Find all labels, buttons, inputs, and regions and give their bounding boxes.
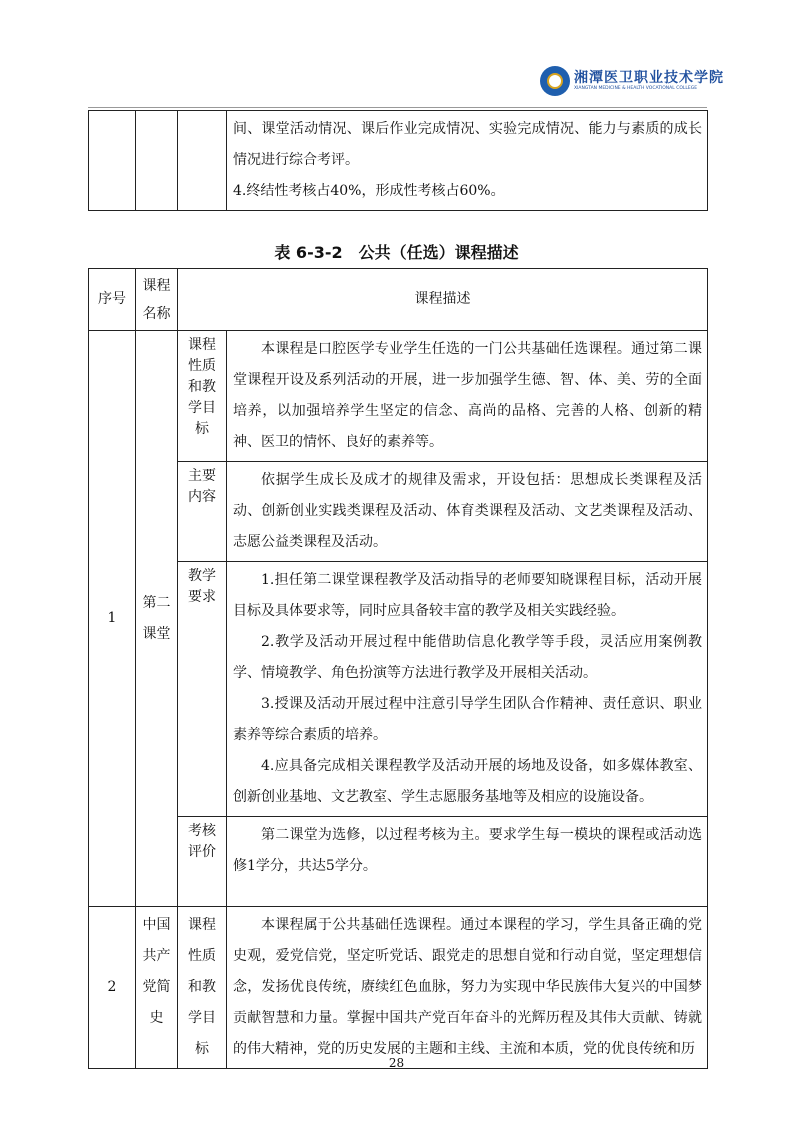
section-text: 本课程是口腔医学专业学生任选的一门公共基础任选课程。通过第二课堂课程开设及系列活动的开展，进一步加强学生德、智、体、美、劳的全面培养，以加强培养学生坚定的信念、高尚的品格、完善的人格、创新的精神、医卫的情怀、良好的素养等。	[233, 341, 702, 450]
section-text: 4.应具备完成相关课程教学及活动开展的场地及设备，如多媒体教室、创新创业基地、文艺教室、学生志愿服务基地等及相应的设施设备。	[233, 758, 702, 805]
section-text: 本课程属于公共基础任选课程。通过本课程的学习，学生具备正确的党史观，爱党信党，坚定听党话、跟党走的思想自觉和行动自觉，坚定理想信念，发扬优良传统，赓续红色血脉，努力为实现中华民族伟大复兴的中国梦贡献智慧和力量。掌握中国共产党百年奋斗的光辉历程及其伟大贡献、铸就的伟大精神，党的历史发展的主题和主线、主流和本质，党的优良传统和历	[233, 917, 702, 1057]
section-text: 第二课堂为选修，以过程考核为主。要求学生每一模块的课程或活动选修1学分，共达5学分。	[233, 827, 702, 874]
course-description-table	[88, 268, 708, 1069]
header-name: 课程名称	[136, 269, 178, 331]
table-text: 间、课堂活动情况、课后作业完成情况、实验完成情况、能力与素质的成长情况进行综合考评。	[233, 121, 702, 168]
section-label: 考核评价	[178, 817, 227, 907]
logo-chinese-name: 湘潭医卫职业技术学院	[574, 70, 724, 86]
table-title: 表 6-3-2 公共（任选）课程描述	[274, 243, 519, 262]
section-label: 课程性质和教学目标	[178, 331, 227, 462]
header-desc: 课程描述	[178, 269, 708, 331]
section-text: 2.教学及活动开展过程中能借助信息化教学等手段，灵活应用案例教学、情境教学、角色扮演等方法进行教学及开展相关活动。	[233, 634, 702, 681]
page-number: 28	[388, 1056, 405, 1070]
section-text: 1.担任第二课堂课程教学及活动指导的老师要知晓课程目标，活动开展目标及具体要求等，同时应具备较丰富的教学及相关实践经验。	[233, 572, 702, 619]
logo-english-name: XIANGTAN MEDICINE & HEALTH VOCATIONAL COLLEGE	[574, 86, 698, 91]
table-row	[89, 331, 708, 462]
section-label: 教学要求	[178, 562, 227, 817]
header-seq: 序号	[89, 269, 136, 331]
table-text: 4.终结性考核占40%，形成性考核占60%。	[233, 183, 505, 199]
row-seq: 2	[89, 907, 136, 1069]
header-divider	[88, 107, 707, 108]
row-name: 中国共产党简史	[136, 907, 178, 1069]
college-logo	[540, 66, 724, 96]
college-seal-icon	[540, 66, 570, 96]
row-seq: 1	[89, 331, 136, 907]
section-text: 3.授课及活动开展过程中注意引导学生团队合作精神、责任意识、职业素养等综合素质的培养。	[233, 696, 702, 743]
section-text: 依据学生成长及成才的规律及需求，开设包括：思想成长类课程及活动、创新创业实践类课程及活动、体育类课程及活动、文艺类课程及活动、志愿公益类课程及活动。	[233, 472, 702, 550]
table-row	[89, 907, 708, 1069]
row-name: 第二课堂	[136, 331, 178, 907]
section-label: 主要内容	[178, 462, 227, 562]
previous-table-continuation	[88, 110, 708, 211]
section-label: 课程性质和教学目标	[178, 907, 227, 1069]
